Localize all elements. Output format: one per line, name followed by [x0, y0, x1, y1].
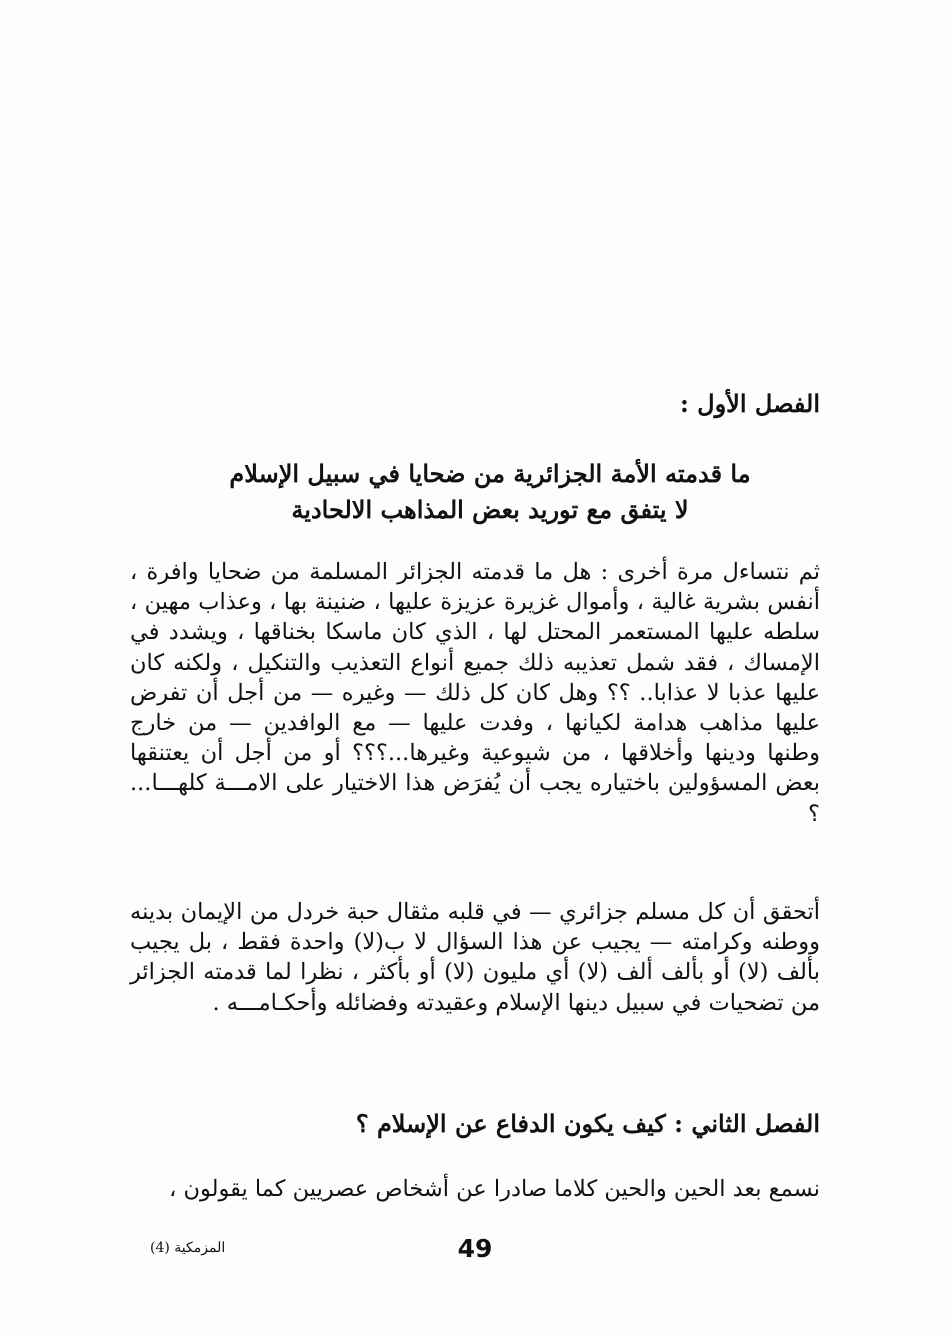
chapter-1-title — [190, 456, 790, 528]
page-number: 49 — [457, 1234, 493, 1263]
chapter-1-title-line-2: لا يتفق مع توريد بعض المذاهب الالحادية — [291, 495, 689, 524]
chapter-1-heading: الفصل الأول : — [679, 389, 820, 418]
chapter-1-title-line-1: ما قدمته الأمة الجزائرية من ضحايا في سبيل الإسلام — [229, 459, 751, 488]
chapter-2-heading: الفصل الثاني : كيف يكون الدفاع عن الإسلام ؟ — [355, 1109, 820, 1138]
chapter-1-paragraph-2: أتحقق أن كل مسلم جزائري — في قلبه مثقال حبة خردل من الإيمان بدينه ووطنه وكرامته — يجيب عن هذا السؤال لا ب(لا) واحدة فقط ، بل يجيب بألف (لا) أو بألف ألف (لا) أي مليون (لا) أو بأكثر ، نظرا لما قدمته الجزائر من تضحيات في سبيل دينها الإسلام وعقيدته وفضائله وأحكـامـــه . — [130, 899, 820, 1016]
chapter-2-paragraph-start: نسمع بعد الحين والحين كلاما صادرا عن أشخاص عصريين كما يقولون ، — [169, 1176, 820, 1202]
chapter-1-paragraph-1: ثم نتساءل مرة أخرى : هل ما قدمته الجزائر المسلمة من ضحايا وافرة ، أنفس بشرية غالية ، وأموال غزيرة عزيزة عليها ، ضنينة بها ، وعذاب مهين ، سلطه عليها المستعمر المحتل لها ، الذي كان ماسكا بخناقها ، ويشدد في الإمساك ، فقد شمل تعذيبه ذلك جميع أنواع التعذيب والتنكيل ، ولكنه كان عليها عذبا لا عذابا.. ؟؟ وهل كان كل ذلك — وغيره — من أجل أن تفرض عليها مذاهب هدامة لكيانها ، وفدت عليها — مع الوافدين — من خارج وطنها ودينها وأخلاقها ، من شيوعية وغيرها...؟؟؟ أو من أجل أن يعتنقها بعض المسؤولين باختياره يجب أن يُفرَض هذا الاختيار على الامـــة كلهـــا... ؟ — [130, 559, 820, 827]
footer-signature: المزمكية (4) — [150, 1240, 226, 1256]
